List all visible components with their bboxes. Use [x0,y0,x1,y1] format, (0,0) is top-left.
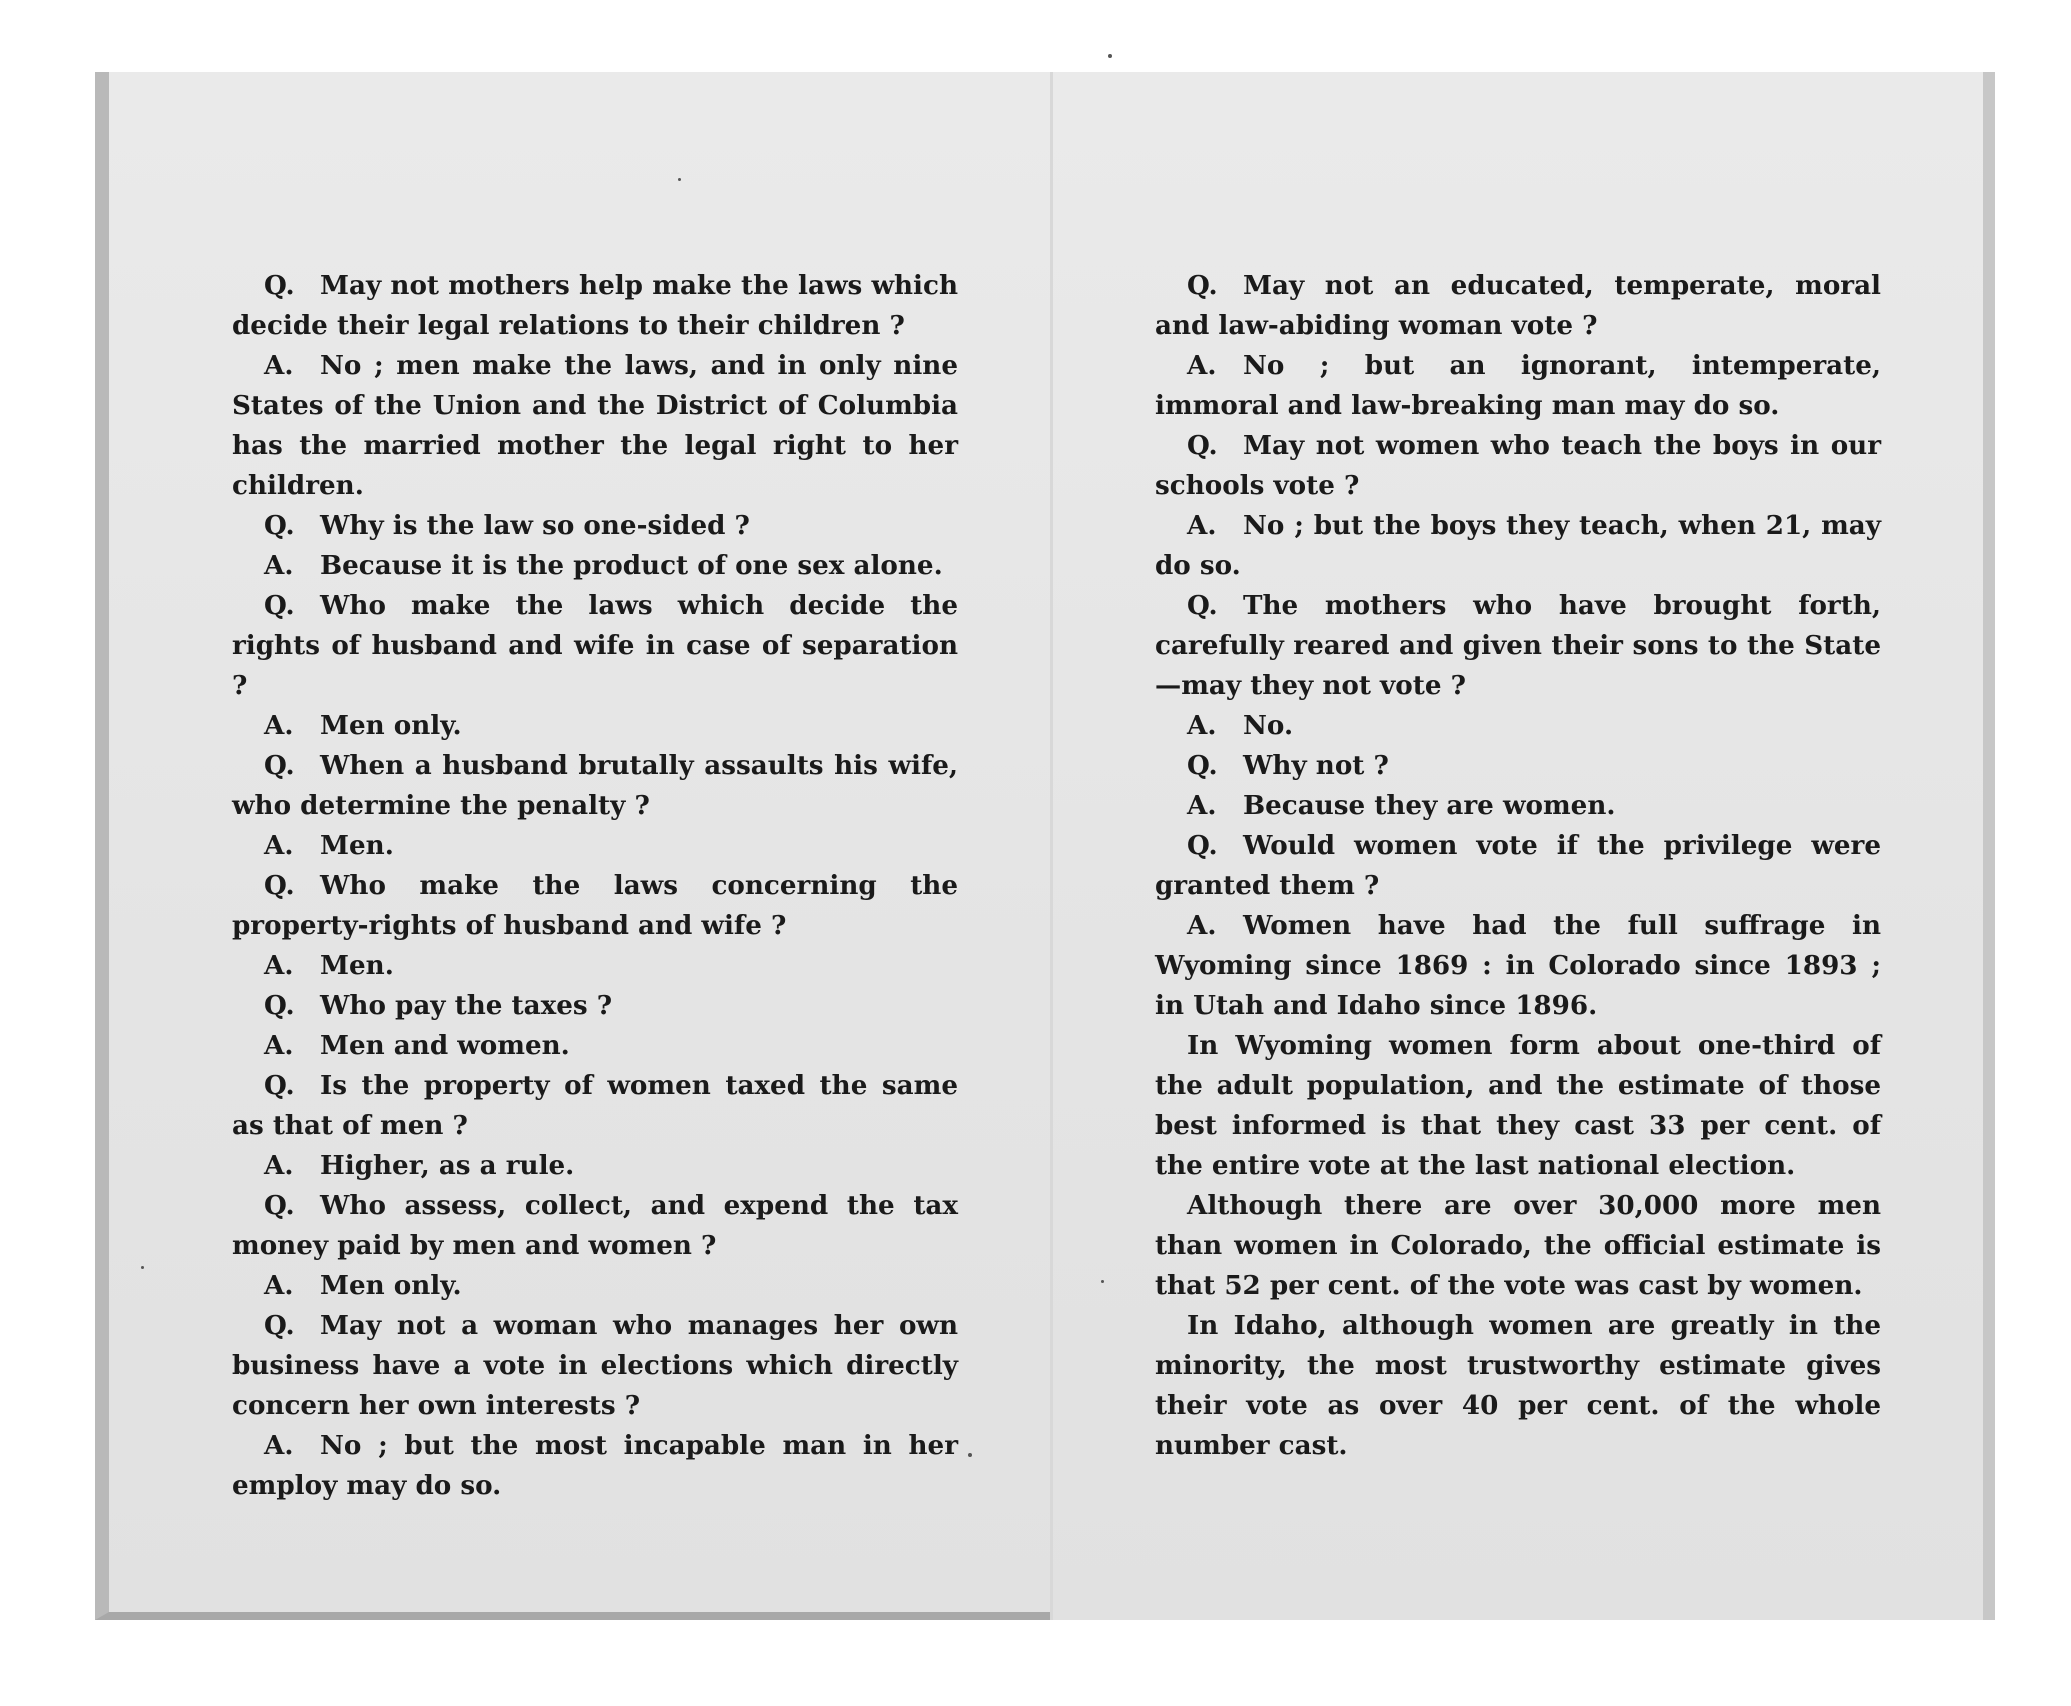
qa-label: A. [1187,710,1217,741]
paragraph-text: May not mothers help make the laws which decide their legal relations to their children ? [232,270,958,341]
qa-label: A. [264,1430,294,1461]
answer-paragraph [1155,706,1881,746]
right-column [1155,266,1881,1466]
right-page [1050,72,1995,1620]
paragraph-text: Men and women. [320,1030,570,1061]
answer-paragraph [232,1026,958,1066]
qa-label: Q. [264,1070,295,1101]
paragraph-text: Why is the law so one-sided ? [320,510,750,541]
qa-label: Q. [1187,430,1218,461]
answer-paragraph [232,1426,958,1506]
dust-speck [678,178,681,181]
question-paragraph [232,866,958,946]
question-paragraph [1155,586,1881,706]
answer-paragraph [1155,346,1881,426]
question-paragraph [232,1186,958,1266]
qa-label: A. [264,830,294,861]
qa-label: Q. [264,1310,295,1341]
paragraph-text: Men only. [320,710,462,741]
qa-label: A. [264,350,294,381]
qa-label: A. [1187,790,1217,821]
paragraph-text: No ; but the boys they teach, when 21, may do so. [1155,510,1881,581]
paragraph-text: When a husband brutally assaults his wife, who determine the penalty ? [232,750,958,821]
qa-label: Q. [1187,750,1218,781]
question-paragraph [232,586,958,706]
answer-paragraph [232,706,958,746]
paragraph-text: Higher, as a rule. [320,1150,575,1181]
question-paragraph [1155,746,1881,786]
question-paragraph [232,1306,958,1426]
answer-paragraph [232,546,958,586]
paragraph-text: Because it is the product of one sex alone. [320,550,943,581]
left-page [95,72,1050,1620]
paragraph-text: Why not ? [1243,750,1389,781]
question-paragraph [1155,826,1881,906]
paragraph-text: Who pay the taxes ? [320,990,613,1021]
qa-label: Q. [1187,830,1218,861]
paragraph-text: In Idaho, although women are greatly in the minority, the most trustworthy estimate gives their vote as over 40 per cent. of the whole number cast. [1155,1310,1881,1461]
question-paragraph [232,266,958,346]
answer-paragraph [232,946,958,986]
qa-label: A. [1187,910,1217,941]
paragraph-text: In Wyoming women form about one-third of the adult population, and the estimate of those best informed is that they cast 33 per cent. of the entire vote at the last national election. [1155,1030,1881,1181]
qa-label: Q. [264,590,295,621]
qa-label: A. [264,1150,294,1181]
qa-label: Q. [264,510,295,541]
question-paragraph [232,1066,958,1146]
qa-label: A. [1187,350,1217,381]
qa-label: Q. [264,990,295,1021]
qa-label: Q. [264,270,295,301]
text-paragraph [1155,1026,1881,1186]
qa-label: A. [264,1030,294,1061]
paragraph-text: Who make the laws concerning the property-rights of husband and wife ? [232,870,958,941]
paragraph-text: Men. [320,830,394,861]
answer-paragraph [1155,786,1881,826]
answer-paragraph [1155,906,1881,1026]
qa-label: A. [264,710,294,741]
paragraph-text: No. [1243,710,1294,741]
paragraph-text: No ; but an ignorant, intemperate, immoral and law-breaking man may do so. [1155,350,1881,421]
answer-paragraph [1155,506,1881,586]
dust-speck [968,1453,972,1457]
dust-speck [141,1266,144,1269]
qa-label: A. [1187,510,1217,541]
paragraph-text: Who make the laws which decide the rights of husband and wife in case of separation ? [232,590,958,701]
qa-label: Q. [1187,270,1218,301]
question-paragraph [1155,426,1881,506]
pamphlet-spread [95,72,1995,1620]
text-paragraph [1155,1186,1881,1306]
paragraph-text: Men. [320,950,394,981]
paragraph-text: Would women vote if the privilege were granted them ? [1155,830,1881,901]
dust-speck [1108,54,1112,58]
paragraph-text: Because they are women. [1243,790,1616,821]
answer-paragraph [232,346,958,506]
answer-paragraph [232,826,958,866]
paragraph-text: Although there are over 30,000 more men than women in Colorado, the official estimate is that 52 per cent. of the vote was cast by women. [1155,1190,1881,1301]
qa-label: Q. [264,1190,295,1221]
paragraph-text: No ; but the most incapable man in her employ may do so. [232,1430,958,1501]
text-paragraph [1155,1306,1881,1466]
paragraph-text: May not an educated, temperate, moral and law-abiding woman vote ? [1155,270,1881,341]
question-paragraph [232,506,958,546]
paragraph-text: No ; men make the laws, and in only nine States of the Union and the District of Columbia has the married mother the legal right to her children. [232,350,958,501]
question-paragraph [1155,266,1881,346]
dust-speck [1101,1280,1104,1283]
question-paragraph [232,986,958,1026]
paragraph-text: Women have had the full suffrage in Wyoming since 1869 : in Colorado since 1893 ; in Utah and Idaho since 1896. [1155,910,1881,1021]
paragraph-text: Who assess, collect, and expend the tax money paid by men and women ? [232,1190,958,1261]
qa-label: A. [264,950,294,981]
question-paragraph [232,746,958,826]
paragraph-text: Men only. [320,1270,462,1301]
answer-paragraph [232,1146,958,1186]
qa-label: Q. [1187,590,1218,621]
qa-label: Q. [264,750,295,781]
paragraph-text: May not a woman who manages her own business have a vote in elections which directly concern her own interests ? [232,1310,958,1421]
paragraph-text: May not women who teach the boys in our schools vote ? [1155,430,1881,501]
qa-label: A. [264,1270,294,1301]
paragraph-text: The mothers who have brought forth, carefully reared and given their sons to the State—may they not vote ? [1155,590,1881,701]
left-column [232,266,958,1506]
paragraph-text: Is the property of women taxed the same as that of men ? [232,1070,958,1141]
qa-label: Q. [264,870,295,901]
qa-label: A. [264,550,294,581]
answer-paragraph [232,1266,958,1306]
